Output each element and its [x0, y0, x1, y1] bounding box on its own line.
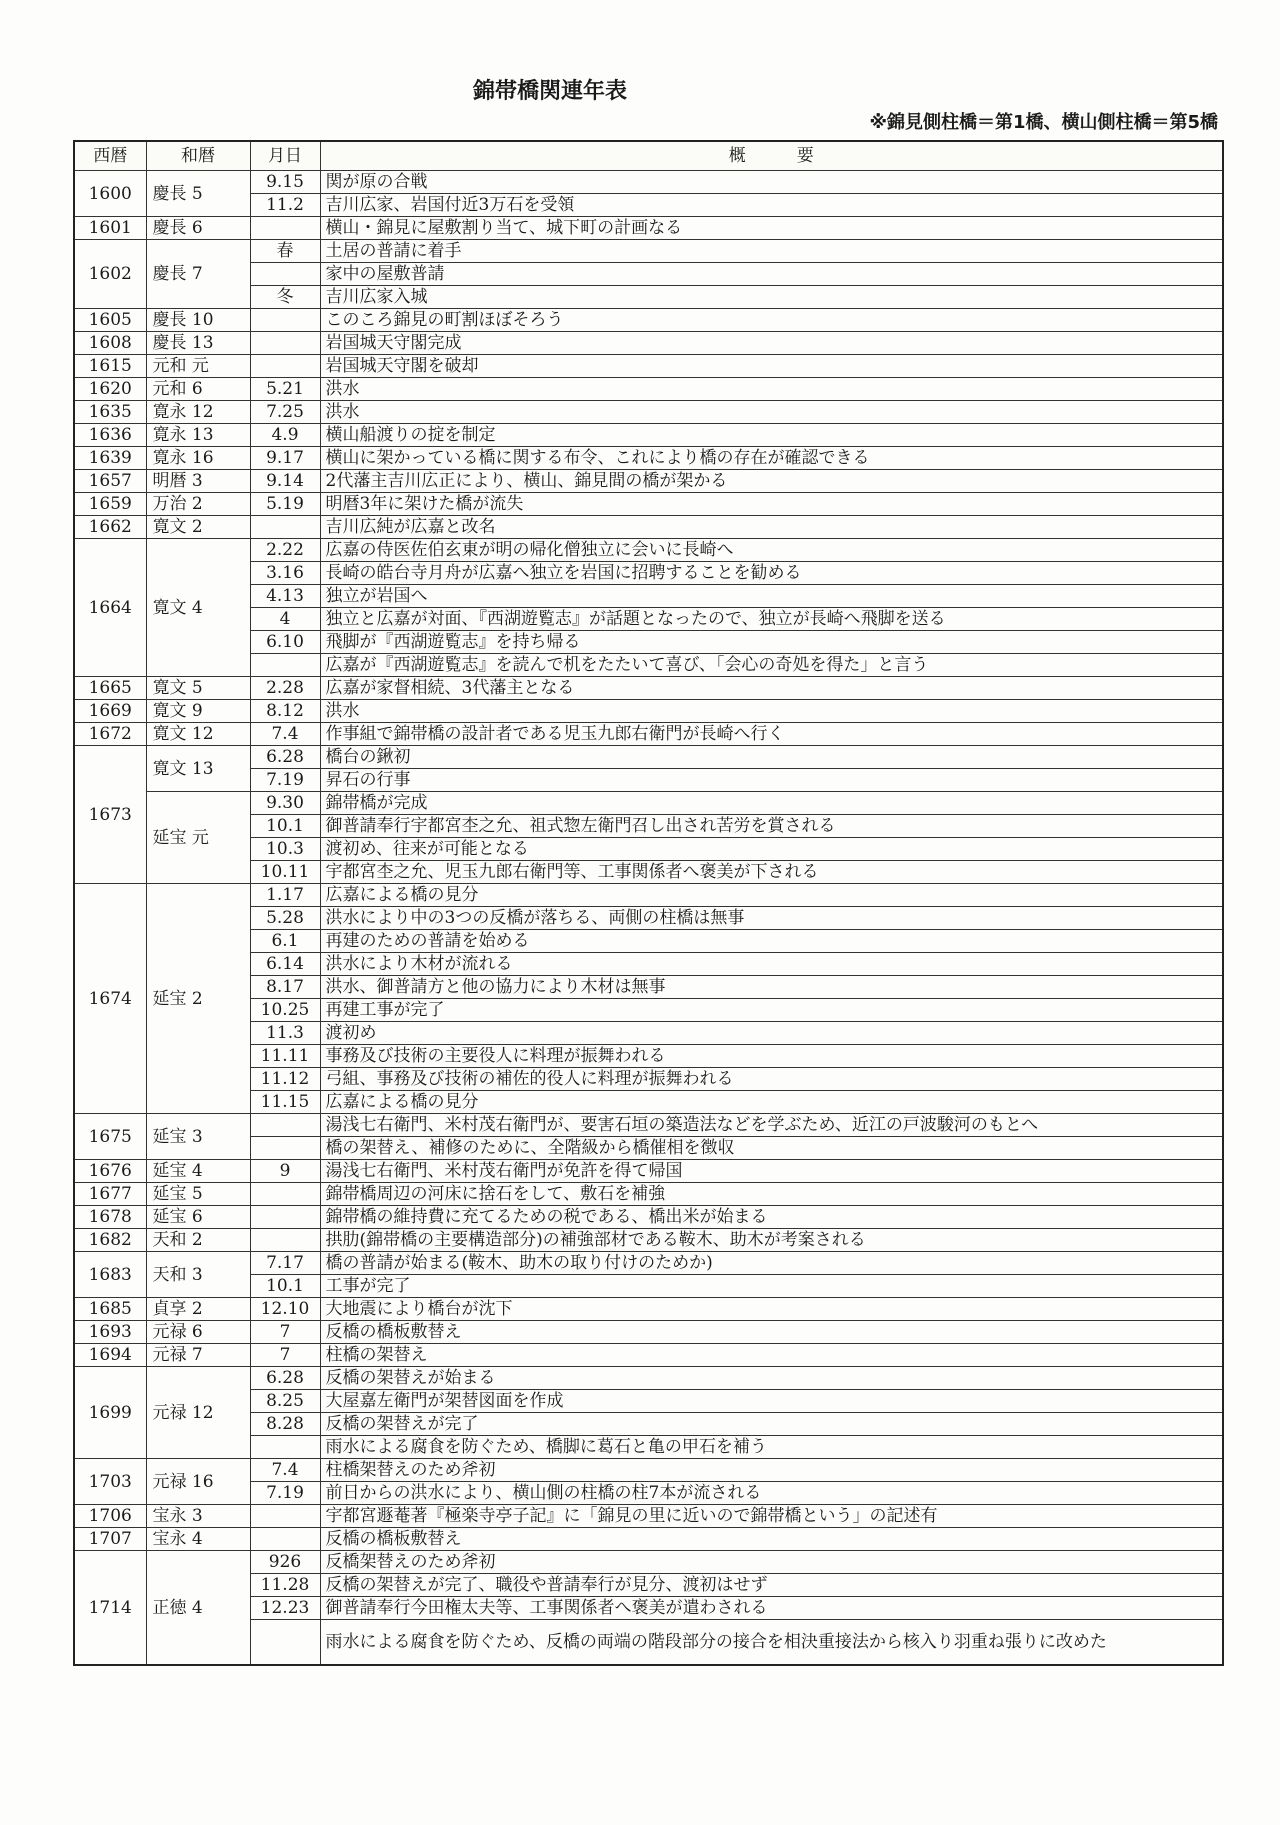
- cell-date: [250, 263, 320, 286]
- header-date: 月日: [250, 141, 320, 171]
- cell-western-year: 1674: [74, 884, 146, 1114]
- table-row: [74, 884, 1223, 907]
- cell-date: 2.28: [250, 677, 320, 700]
- cell-date: 11.12: [250, 1068, 320, 1091]
- cell-date: 7: [250, 1321, 320, 1344]
- table-row: [74, 746, 1223, 769]
- cell-date: 1.17: [250, 884, 320, 907]
- table-row: [74, 401, 1223, 424]
- cell-japanese-era: 万治 2: [146, 493, 250, 516]
- cell-date: 4: [250, 608, 320, 631]
- cell-summary: 再建のための普請を始める: [320, 930, 1223, 953]
- cell-western-year: 1635: [74, 401, 146, 424]
- cell-date: 8.17: [250, 976, 320, 999]
- cell-date: 冬: [250, 286, 320, 309]
- cell-date: 7.19: [250, 769, 320, 792]
- cell-summary: 工事が完了: [320, 1275, 1223, 1298]
- table-row: [74, 516, 1223, 539]
- cell-western-year: 1685: [74, 1298, 146, 1321]
- cell-western-year: 1620: [74, 378, 146, 401]
- cell-date: 6.28: [250, 746, 320, 769]
- cell-summary: 洪水: [320, 401, 1223, 424]
- cell-date: [250, 1436, 320, 1459]
- cell-summary: 大屋嘉左衛門が架替図面を作成: [320, 1390, 1223, 1413]
- cell-date: [250, 1229, 320, 1252]
- cell-date: 10.11: [250, 861, 320, 884]
- cell-japanese-era: 寛文 9: [146, 700, 250, 723]
- cell-western-year: 1699: [74, 1367, 146, 1459]
- table-row: [74, 1344, 1223, 1367]
- cell-summary: 宇都宮遯菴著『極楽寺亭子記』に「錦見の里に近いので錦帯橋という」の記述有: [320, 1505, 1223, 1528]
- table-row: [74, 792, 1223, 815]
- cell-western-year: 1677: [74, 1183, 146, 1206]
- cell-summary: 土居の普請に着手: [320, 240, 1223, 263]
- table-row: [74, 1252, 1223, 1275]
- cell-summary: 吉川広純が広嘉と改名: [320, 516, 1223, 539]
- cell-date: [250, 332, 320, 355]
- cell-summary: 作事組で錦帯橋の設計者である児玉九郎右衛門が長崎へ行く: [320, 723, 1223, 746]
- cell-date: [250, 1183, 320, 1206]
- cell-summary: 吉川広家入城: [320, 286, 1223, 309]
- cell-date: 11.11: [250, 1045, 320, 1068]
- cell-summary: 岩国城天守閣を破却: [320, 355, 1223, 378]
- cell-western-year: 1602: [74, 240, 146, 309]
- table-row: [74, 1206, 1223, 1229]
- cell-date: 12.10: [250, 1298, 320, 1321]
- cell-summary: 横山に架かっている橋に関する布令、これにより橋の存在が確認できる: [320, 447, 1223, 470]
- cell-date: 9.15: [250, 171, 320, 194]
- cell-western-year: 1662: [74, 516, 146, 539]
- cell-summary: 橋台の鍬初: [320, 746, 1223, 769]
- cell-date: 11.28: [250, 1574, 320, 1597]
- cell-japanese-era: 元和 元: [146, 355, 250, 378]
- cell-japanese-era: 慶長 10: [146, 309, 250, 332]
- cell-western-year: 1676: [74, 1160, 146, 1183]
- cell-summary: 独立と広嘉が対面、『西湖遊覧志』が話題となったので、独立が長崎へ飛脚を送る: [320, 608, 1223, 631]
- cell-western-year: 1669: [74, 700, 146, 723]
- table-row: [74, 1229, 1223, 1252]
- cell-japanese-era: 延宝 4: [146, 1160, 250, 1183]
- cell-western-year: 1703: [74, 1459, 146, 1505]
- table-row: [74, 1528, 1223, 1551]
- cell-summary: 湯浅七右衛門、米村茂右衛門が免許を得て帰国: [320, 1160, 1223, 1183]
- cell-western-year: 1675: [74, 1114, 146, 1160]
- cell-date: [250, 355, 320, 378]
- document-title: 錦帯橋関連年表: [472, 79, 627, 104]
- table-row: [74, 332, 1223, 355]
- cell-western-year: 1601: [74, 217, 146, 240]
- table-row: [74, 171, 1223, 194]
- cell-japanese-era: 延宝 5: [146, 1183, 250, 1206]
- cell-summary: 洪水: [320, 700, 1223, 723]
- table-row: [74, 217, 1223, 240]
- cell-western-year: 1714: [74, 1551, 146, 1666]
- cell-western-year: 1600: [74, 171, 146, 217]
- cell-date: 7.4: [250, 723, 320, 746]
- table-body: [74, 171, 1223, 1666]
- table-row: [74, 539, 1223, 562]
- cell-date: 10.1: [250, 815, 320, 838]
- cell-western-year: 1706: [74, 1505, 146, 1528]
- cell-summary: 独立が岩国へ: [320, 585, 1223, 608]
- cell-summary: 岩国城天守閣完成: [320, 332, 1223, 355]
- cell-date: [250, 309, 320, 332]
- cell-summary: 錦帯橋が完成: [320, 792, 1223, 815]
- cell-japanese-era: 宝永 3: [146, 1505, 250, 1528]
- cell-japanese-era: 寛文 13: [146, 746, 250, 792]
- table-row: [74, 447, 1223, 470]
- cell-summary: 横山船渡りの掟を制定: [320, 424, 1223, 447]
- cell-summary: 横山・錦見に屋敷割り当て、城下町の計画なる: [320, 217, 1223, 240]
- cell-japanese-era: 寛永 12: [146, 401, 250, 424]
- cell-summary: 反橋の橋板敷替え: [320, 1321, 1223, 1344]
- cell-date: 5.28: [250, 907, 320, 930]
- cell-summary: 雨水による腐食を防ぐため、橋脚に葛石と亀の甲石を補う: [320, 1436, 1223, 1459]
- header-row: [74, 141, 1223, 171]
- cell-summary: 渡初め: [320, 1022, 1223, 1045]
- cell-summary: 錦帯橋周辺の河床に捨石をして、敷石を補強: [320, 1183, 1223, 1206]
- cell-japanese-era: 寛文 4: [146, 539, 250, 677]
- cell-japanese-era: 貞享 2: [146, 1298, 250, 1321]
- table-row: [74, 1551, 1223, 1574]
- cell-date: [250, 1137, 320, 1160]
- cell-date: 11.15: [250, 1091, 320, 1114]
- cell-date: [250, 1505, 320, 1528]
- cell-japanese-era: 慶長 13: [146, 332, 250, 355]
- cell-summary: 昇石の行事: [320, 769, 1223, 792]
- cell-summary: 柱橋架替えのため斧初: [320, 1459, 1223, 1482]
- cell-summary: 御普請奉行今田権太夫等、工事関係者へ褒美が遣わされる: [320, 1597, 1223, 1620]
- cell-date: 6.28: [250, 1367, 320, 1390]
- cell-date: 10.3: [250, 838, 320, 861]
- table-row: [74, 493, 1223, 516]
- cell-summary: 反橋の架替えが完了、職役や普請奉行が見分、渡初はせず: [320, 1574, 1223, 1597]
- cell-date: 926: [250, 1551, 320, 1574]
- table-row: [74, 723, 1223, 746]
- cell-western-year: 1707: [74, 1528, 146, 1551]
- cell-date: [250, 217, 320, 240]
- cell-western-year: 1605: [74, 309, 146, 332]
- cell-date: 7.25: [250, 401, 320, 424]
- cell-date: 11.3: [250, 1022, 320, 1045]
- cell-summary: 2代藩主吉川広正により、横山、錦見間の橋が架かる: [320, 470, 1223, 493]
- cell-western-year: 1664: [74, 539, 146, 677]
- table-row: [74, 378, 1223, 401]
- cell-japanese-era: 慶長 7: [146, 240, 250, 309]
- cell-western-year: 1657: [74, 470, 146, 493]
- cell-summary: 家中の屋敷普請: [320, 263, 1223, 286]
- cell-japanese-era: 寛永 13: [146, 424, 250, 447]
- cell-date: 9: [250, 1160, 320, 1183]
- cell-summary: 吉川広家、岩国付近3万石を受領: [320, 194, 1223, 217]
- cell-date: 6.14: [250, 953, 320, 976]
- cell-japanese-era: 元禄 6: [146, 1321, 250, 1344]
- cell-summary: 洪水により中の3つの反橋が落ちる、両側の柱橋は無事: [320, 907, 1223, 930]
- cell-date: [250, 1620, 320, 1666]
- cell-summary: 広嘉による橋の見分: [320, 884, 1223, 907]
- cell-date: 7.17: [250, 1252, 320, 1275]
- cell-western-year: 1672: [74, 723, 146, 746]
- cell-date: 3.16: [250, 562, 320, 585]
- cell-summary: 広嘉による橋の見分: [320, 1091, 1223, 1114]
- table-row: [74, 309, 1223, 332]
- cell-japanese-era: 正徳 4: [146, 1551, 250, 1666]
- cell-japanese-era: 延宝 2: [146, 884, 250, 1114]
- cell-summary: このころ錦見の町割ほぼそろう: [320, 309, 1223, 332]
- cell-date: [250, 1206, 320, 1229]
- cell-date: [250, 1114, 320, 1137]
- cell-japanese-era: 寛永 16: [146, 447, 250, 470]
- cell-summary: 反橋の橋板敷替え: [320, 1528, 1223, 1551]
- cell-date: 6.1: [250, 930, 320, 953]
- cell-date: 5.21: [250, 378, 320, 401]
- chronology-table: [73, 140, 1224, 1666]
- cell-summary: 弓組、事務及び技術の補佐的役人に料理が振舞われる: [320, 1068, 1223, 1091]
- cell-japanese-era: 天和 3: [146, 1252, 250, 1298]
- table-row: [74, 424, 1223, 447]
- cell-japanese-era: 寛文 12: [146, 723, 250, 746]
- table-row: [74, 1183, 1223, 1206]
- cell-summary: 洪水: [320, 378, 1223, 401]
- cell-summary: 広嘉が家督相続、3代藩主となる: [320, 677, 1223, 700]
- cell-summary: 関が原の合戦: [320, 171, 1223, 194]
- cell-japanese-era: 元和 6: [146, 378, 250, 401]
- cell-summary: 反橋の架替えが完了: [320, 1413, 1223, 1436]
- cell-date: 10.25: [250, 999, 320, 1022]
- header-japanese-era: 和暦: [146, 141, 250, 171]
- cell-summary: 橋の架替え、補修のために、全階級から橋催相を徴収: [320, 1137, 1223, 1160]
- cell-western-year: 1615: [74, 355, 146, 378]
- table-row: [74, 1298, 1223, 1321]
- table-row: [74, 1160, 1223, 1183]
- cell-date: [250, 654, 320, 677]
- cell-japanese-era: 寛文 2: [146, 516, 250, 539]
- cell-western-year: 1608: [74, 332, 146, 355]
- cell-western-year: 1678: [74, 1206, 146, 1229]
- cell-japanese-era: 元禄 16: [146, 1459, 250, 1505]
- cell-summary: 明暦3年に架けた橋が流失: [320, 493, 1223, 516]
- cell-summary: 広嘉が『西湖遊覧志』を読んで机をたたいて喜び、「会心の奇処を得た」と言う: [320, 654, 1223, 677]
- cell-date: 6.10: [250, 631, 320, 654]
- cell-summary: 錦帯橋の維持費に充てるための税である、橋出米が始まる: [320, 1206, 1223, 1229]
- cell-japanese-era: 延宝 6: [146, 1206, 250, 1229]
- bridge-numbering-note: ※錦見側柱橋＝第1橋、横山側柱橋＝第5橋: [869, 112, 1218, 133]
- cell-western-year: 1673: [74, 746, 146, 884]
- cell-japanese-era: 元禄 7: [146, 1344, 250, 1367]
- cell-japanese-era: 寛文 5: [146, 677, 250, 700]
- header-summary: 概 要: [320, 141, 1223, 171]
- cell-summary: 宇都宮杢之允、児玉九郎右衛門等、工事関係者へ褒美が下される: [320, 861, 1223, 884]
- cell-summary: 御普請奉行宇都宮杢之允、祖式惣左衛門召し出され苦労を賞される: [320, 815, 1223, 838]
- cell-date: 7.19: [250, 1482, 320, 1505]
- cell-western-year: 1682: [74, 1229, 146, 1252]
- cell-western-year: 1665: [74, 677, 146, 700]
- cell-summary: 事務及び技術の主要役人に料理が振舞われる: [320, 1045, 1223, 1068]
- cell-date: 9.30: [250, 792, 320, 815]
- cell-japanese-era: 慶長 6: [146, 217, 250, 240]
- cell-date: 4.9: [250, 424, 320, 447]
- table-row: [74, 470, 1223, 493]
- cell-summary: 洪水により木材が流れる: [320, 953, 1223, 976]
- cell-summary: 洪水、御普請方と他の協力により木材は無事: [320, 976, 1223, 999]
- table-row: [74, 677, 1223, 700]
- table-row: [74, 700, 1223, 723]
- cell-summary: 橋の普請が始まる(鞍木、助木の取り付けのためか): [320, 1252, 1223, 1275]
- cell-japanese-era: 明暦 3: [146, 470, 250, 493]
- cell-summary: 前日からの洪水により、横山側の柱橋の柱7本が流される: [320, 1482, 1223, 1505]
- cell-western-year: 1694: [74, 1344, 146, 1367]
- table-row: [74, 355, 1223, 378]
- cell-summary: 柱橋の架替え: [320, 1344, 1223, 1367]
- cell-date: 12.23: [250, 1597, 320, 1620]
- cell-western-year: 1693: [74, 1321, 146, 1344]
- cell-japanese-era: 宝永 4: [146, 1528, 250, 1551]
- cell-date: 7.4: [250, 1459, 320, 1482]
- cell-summary: 雨水による腐食を防ぐため、反橋の両端の階段部分の接合を相決重接法から核入り羽重ね張りに改めた: [320, 1620, 1223, 1666]
- table-row: [74, 1459, 1223, 1482]
- table-row: [74, 240, 1223, 263]
- cell-japanese-era: 慶長 5: [146, 171, 250, 217]
- cell-western-year: 1639: [74, 447, 146, 470]
- cell-date: 2.22: [250, 539, 320, 562]
- cell-western-year: 1683: [74, 1252, 146, 1298]
- cell-summary: 反橋の架替えが始まる: [320, 1367, 1223, 1390]
- cell-date: 春: [250, 240, 320, 263]
- table-row: [74, 1505, 1223, 1528]
- cell-japanese-era: 延宝 元: [146, 792, 250, 884]
- cell-summary: 拱肋(錦帯橋の主要構造部分)の補強部材である鞍木、助木が考案される: [320, 1229, 1223, 1252]
- cell-western-year: 1636: [74, 424, 146, 447]
- cell-date: 8.25: [250, 1390, 320, 1413]
- cell-summary: 再建工事が完了: [320, 999, 1223, 1022]
- cell-date: 9.17: [250, 447, 320, 470]
- cell-date: 8.28: [250, 1413, 320, 1436]
- cell-date: [250, 1528, 320, 1551]
- cell-date: 5.19: [250, 493, 320, 516]
- cell-date: 8.12: [250, 700, 320, 723]
- cell-date: 11.2: [250, 194, 320, 217]
- cell-date: 4.13: [250, 585, 320, 608]
- cell-japanese-era: 延宝 3: [146, 1114, 250, 1160]
- cell-japanese-era: 天和 2: [146, 1229, 250, 1252]
- cell-date: 7: [250, 1344, 320, 1367]
- table-row: [74, 1114, 1223, 1137]
- cell-summary: 大地震により橋台が沈下: [320, 1298, 1223, 1321]
- cell-summary: 渡初め、往来が可能となる: [320, 838, 1223, 861]
- cell-summary: 反橋架替えのため斧初: [320, 1551, 1223, 1574]
- cell-western-year: 1659: [74, 493, 146, 516]
- table-row: [74, 1367, 1223, 1390]
- cell-japanese-era: 元禄 12: [146, 1367, 250, 1459]
- cell-date: [250, 516, 320, 539]
- cell-date: 10.1: [250, 1275, 320, 1298]
- header-western-year: 西暦: [74, 141, 146, 171]
- cell-summary: 飛脚が『西湖遊覧志』を持ち帰る: [320, 631, 1223, 654]
- cell-date: 9.14: [250, 470, 320, 493]
- table-row: [74, 1321, 1223, 1344]
- cell-summary: 広嘉の侍医佐伯玄東が明の帰化僧独立に会いに長崎へ: [320, 539, 1223, 562]
- cell-summary: 湯浅七右衛門、米村茂右衛門が、要害石垣の築造法などを学ぶため、近江の戸波駿河のもとへ: [320, 1114, 1223, 1137]
- cell-summary: 長崎の皓台寺月舟が広嘉へ独立を岩国に招聘することを勧める: [320, 562, 1223, 585]
